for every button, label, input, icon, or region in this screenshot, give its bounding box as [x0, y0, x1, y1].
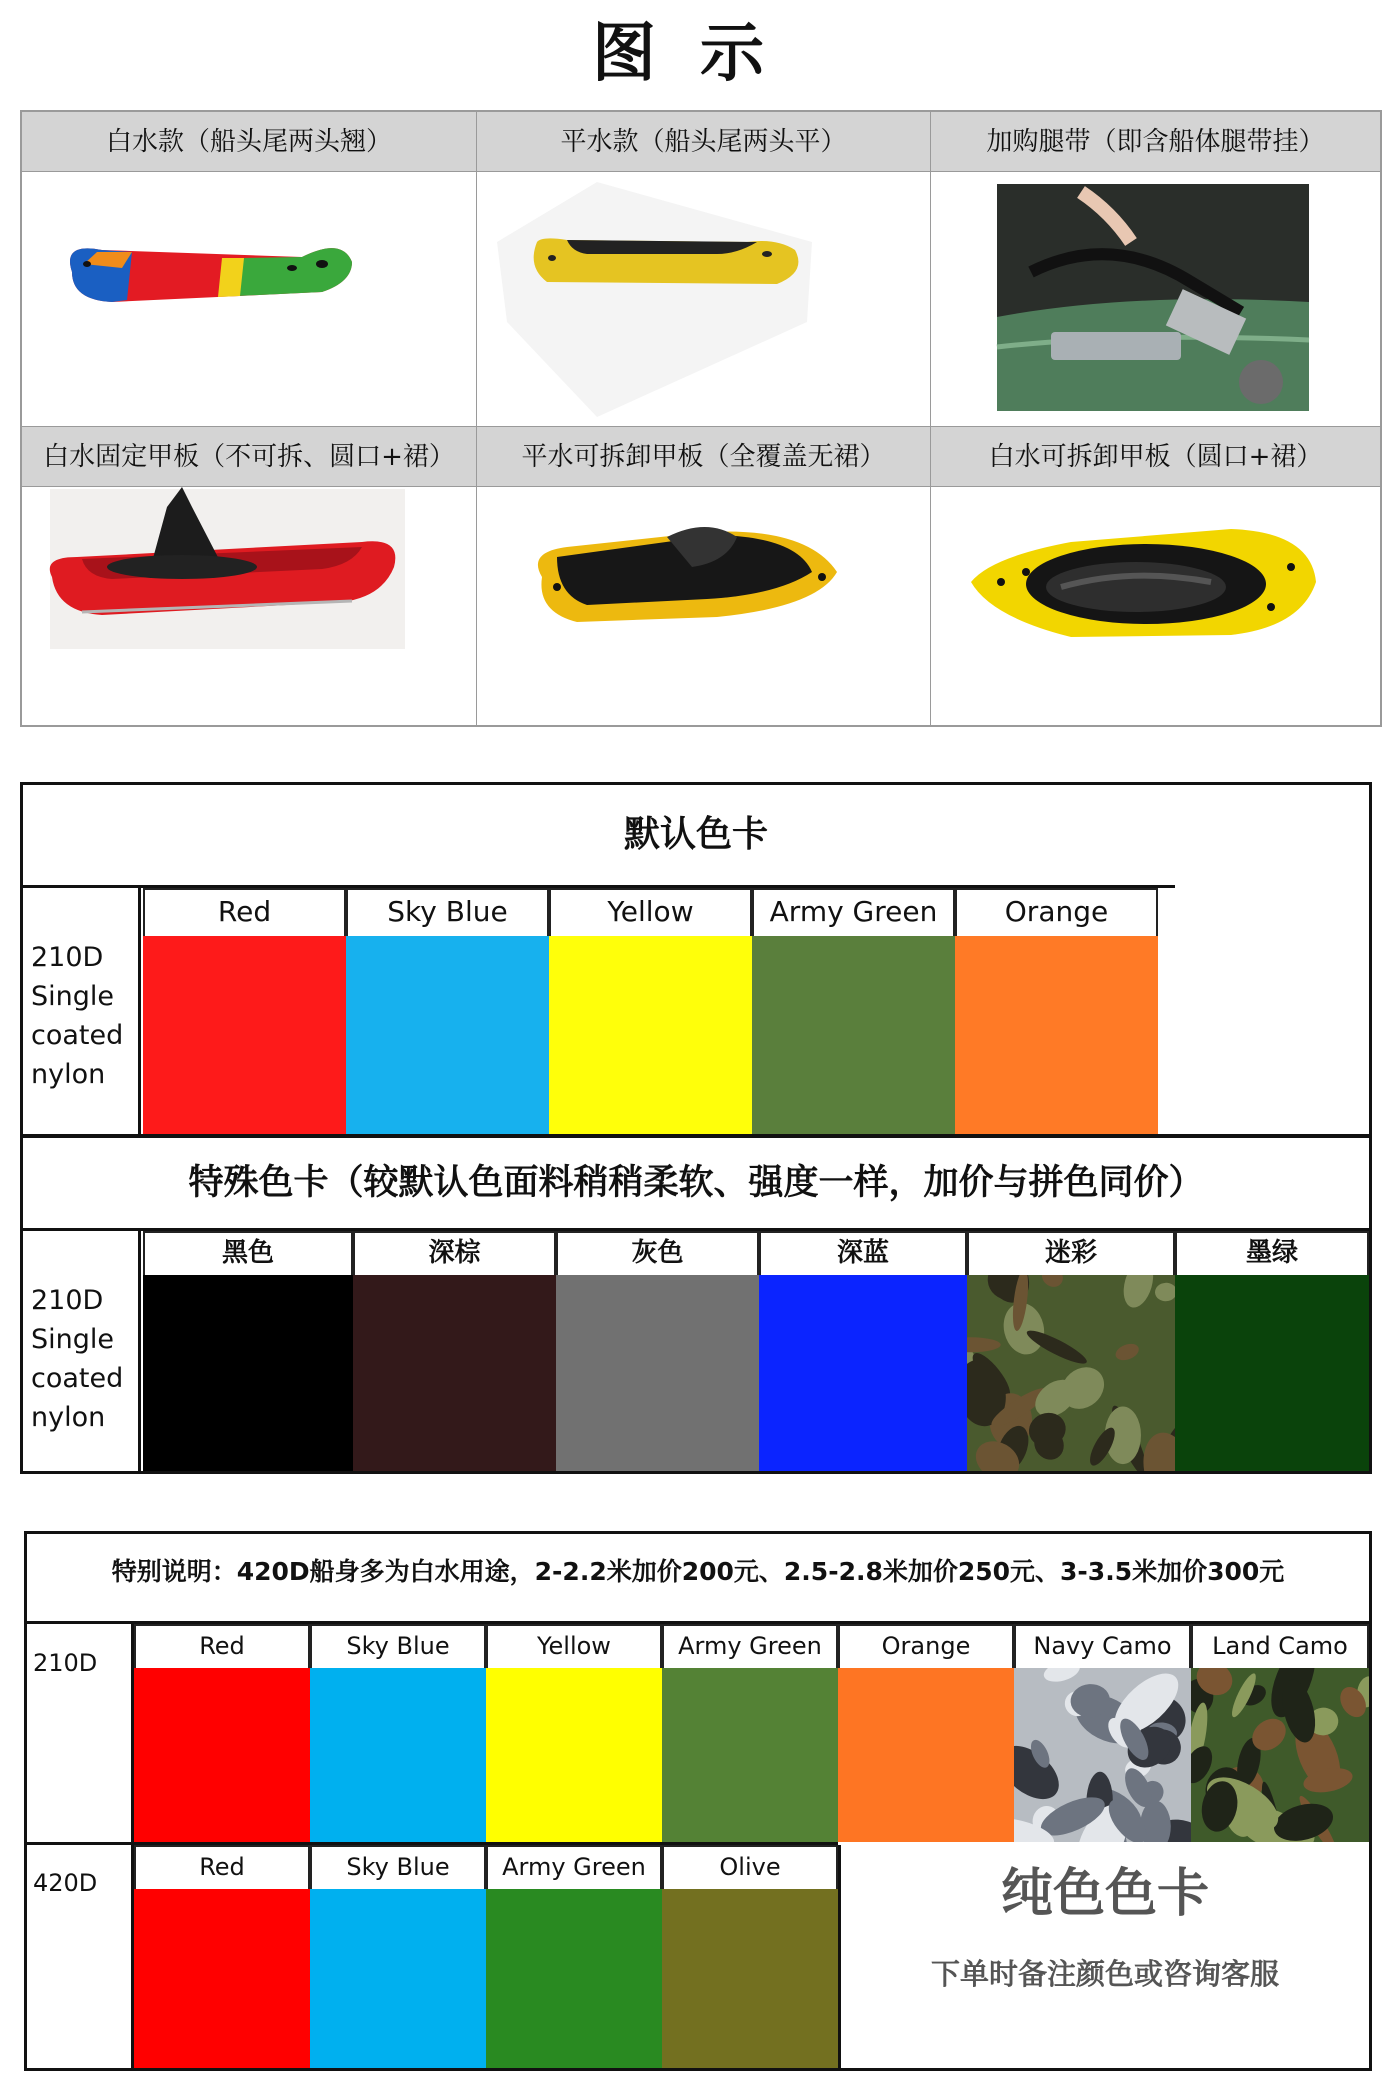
swatch-210d-red: [134, 1668, 310, 1842]
special-swatch-label-black: 黑色: [143, 1231, 353, 1275]
model-header-flatwater-deck: 平水可拆卸甲板（全覆盖无裙）: [477, 427, 931, 487]
swatch-label-210d-red: Red: [134, 1624, 310, 1668]
model-header-flatwater: 平水款（船头尾两头平）: [477, 112, 931, 172]
page-title: 图示: [592, 17, 808, 91]
whitewater-packraft-multicolor-icon: [22, 172, 477, 427]
default-swatch-red: [143, 936, 346, 1134]
special-swatch-black: [143, 1275, 353, 1471]
special-swatch-label-dark-brown: 深棕: [353, 1231, 556, 1275]
swatch-210d-orange: [838, 1668, 1014, 1842]
default-swatch-yellow: [549, 936, 752, 1134]
special-swatch-label-dark-green: 墨绿: [1175, 1231, 1369, 1275]
swatch-label-210d-land-camo: Land Camo: [1191, 1624, 1369, 1668]
special-swatch-dark-green: [1175, 1275, 1369, 1471]
thigh-strap-image: [931, 172, 1380, 427]
model-illustration-table: [20, 110, 1382, 727]
pure-color-card-block: [24, 1531, 1372, 2071]
special-swatch-gray: [556, 1275, 759, 1471]
removable-deck-yellow-raft-icon: [477, 487, 931, 725]
default-swatch-army-green: [752, 936, 955, 1134]
swatch-label-420d-sky-blue: Sky Blue: [310, 1845, 486, 1889]
order-note: 下单时备注颜色或咨询客服: [930, 1957, 1279, 1991]
swatch-420d-army-green: [486, 1889, 662, 2068]
pure-colors-title: 纯色色卡: [1000, 1864, 1209, 1924]
swatch-210d-land-camo: [1191, 1668, 1369, 1842]
default-colors-title: 默认色卡: [623, 814, 768, 855]
material-label-420d: 420D: [33, 1869, 98, 1897]
special-material-label: 210D Single coated nylon: [31, 1285, 124, 1433]
special-colors-title: 特殊色卡（较默认色面料稍稍柔软、强度一样，加价与拼色同价）: [188, 1163, 1204, 1203]
divider: [138, 888, 141, 1134]
swatch-420d-red: [134, 1889, 310, 2068]
model-header-whitewater-deck: 白水可拆卸甲板（圆口+裙）: [931, 427, 1380, 487]
swatch-label-210d-army-green: Army Green: [662, 1624, 838, 1668]
default-swatch-label-army-green: Army Green: [752, 888, 955, 936]
model-header-thigh-strap: 加购腿带（即含船体腿带挂）: [931, 112, 1380, 172]
material-label-210d: 210D: [33, 1649, 98, 1677]
model-header-fixed-deck: 白水固定甲板（不可拆、圆口+裙）: [22, 427, 477, 487]
swatch-label-420d-red: Red: [134, 1845, 310, 1889]
whitewater-packraft-image: [22, 172, 477, 427]
swatch-label-210d-orange: Orange: [838, 1624, 1014, 1668]
special-swatch-label-dark-blue: 深蓝: [759, 1231, 967, 1275]
swatch-label-420d-army-green: Army Green: [486, 1845, 662, 1889]
fixed-deck-red-raft-icon: [22, 487, 477, 725]
swatch-label-420d-olive: Olive: [662, 1845, 838, 1889]
special-swatch-label-camo: 迷彩: [967, 1231, 1175, 1275]
color-card-block: [20, 782, 1372, 1474]
special-swatch-dark-brown: [353, 1275, 556, 1471]
default-swatch-label-sky-blue: Sky Blue: [346, 888, 549, 936]
default-swatch-label-red: Red: [143, 888, 346, 936]
swatch-420d-olive: [662, 1889, 838, 2068]
swatch-210d-army-green: [662, 1668, 838, 1842]
swatch-210d-yellow: [486, 1668, 662, 1842]
whitewater-deck-image: [931, 487, 1380, 725]
default-swatch-label-yellow: Yellow: [549, 888, 752, 936]
swatch-label-210d-sky-blue: Sky Blue: [310, 1624, 486, 1668]
flatwater-deck-image: [477, 487, 931, 725]
default-swatch-orange: [955, 936, 1158, 1134]
flatwater-packraft-yellow-icon: [477, 172, 931, 427]
fixed-deck-image: [22, 487, 477, 725]
special-swatch-camo: [967, 1275, 1175, 1471]
model-header-whitewater: 白水款（船头尾两头翘）: [22, 112, 477, 172]
thigh-strap-photo-icon: [931, 172, 1380, 427]
swatch-420d-sky-blue: [310, 1889, 486, 2068]
swatch-210d-sky-blue: [310, 1668, 486, 1842]
swatch-label-210d-navy-camo: Navy Camo: [1014, 1624, 1191, 1668]
flatwater-packraft-image: [477, 172, 931, 427]
default-swatch-sky-blue: [346, 936, 549, 1134]
special-swatch-dark-blue: [759, 1275, 967, 1471]
default-swatch-label-orange: Orange: [955, 888, 1158, 936]
removable-cockpit-yellow-raft-icon: [931, 487, 1380, 725]
divider: [138, 1231, 141, 1471]
surcharge-note: 特别说明：420D船身多为白水用途，2-2.2米加价200元、2.5-2.8米加价250元、3-3.5米加价300元: [111, 1557, 1285, 1586]
special-swatch-label-gray: 灰色: [556, 1231, 759, 1275]
swatch-label-210d-yellow: Yellow: [486, 1624, 662, 1668]
swatch-210d-navy-camo: [1014, 1668, 1191, 1842]
default-material-label: 210D Single coated nylon: [31, 942, 124, 1090]
